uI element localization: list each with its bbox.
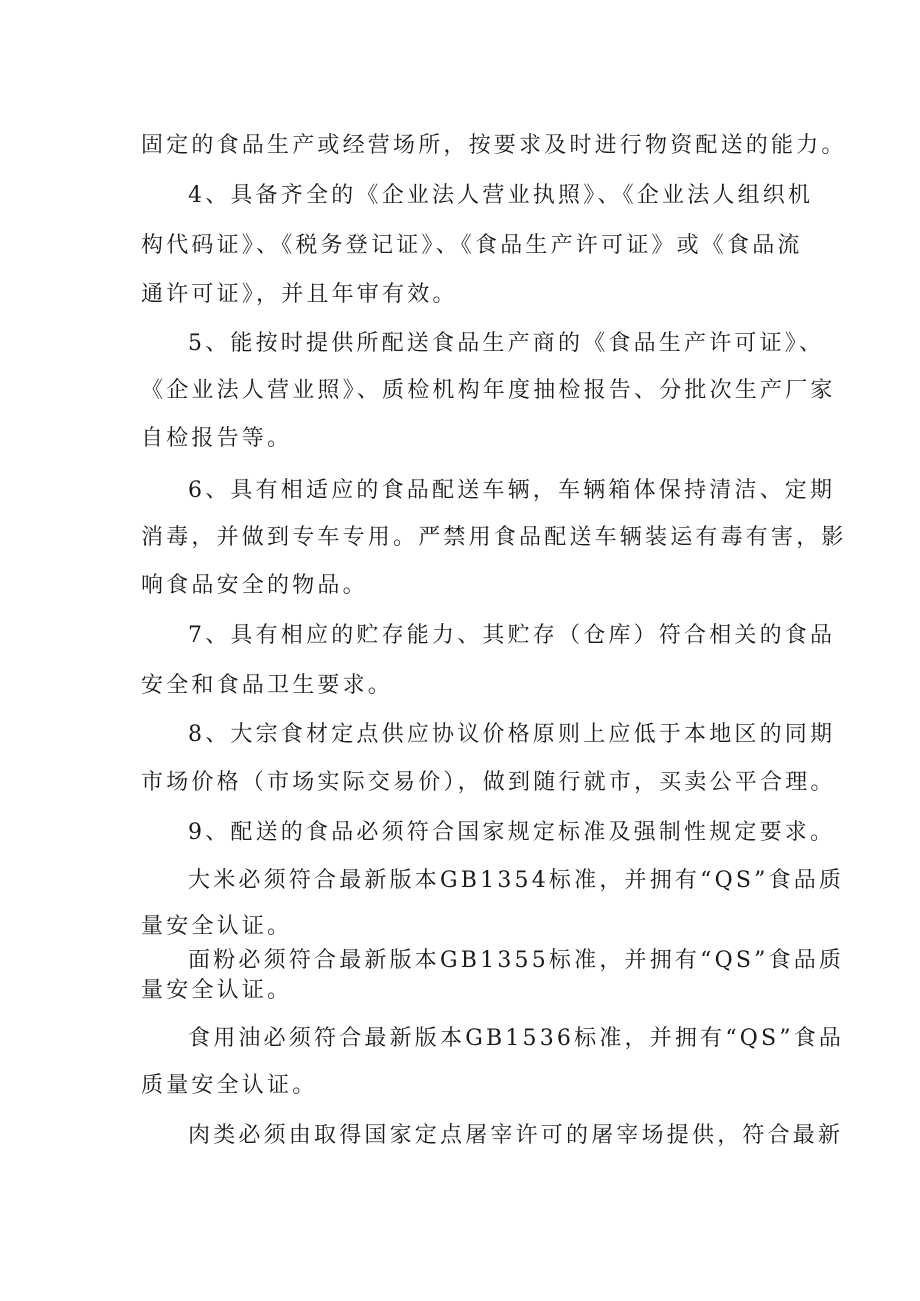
text-line: 面粉必须符合最新版本GB1355标准，并拥有“QS”食品质	[188, 948, 845, 973]
text-line: 4、具备齐全的《企业法人营业执照》、《企业法人组织机	[188, 183, 814, 208]
text-line: 5、能按时提供所配送食品生产商的《食品生产许可证》、	[188, 331, 825, 356]
text-line: 固定的食品生产或经营场所，按要求及时进行物资配送的能力。	[141, 133, 847, 158]
text-line: 消毒，并做到专车专用。严禁用食品配送车辆装运有毒有害，影	[141, 525, 847, 550]
text-line: 响食品安全的物品。	[141, 573, 368, 598]
text-line: 量安全认证。	[141, 914, 293, 939]
text-line: 质量安全认证。	[141, 1073, 318, 1098]
text-line: 市场价格（市场实际交易价），做到随行就市，买卖公平合理。	[141, 770, 836, 795]
text-line: 安全和食品卫生要求。	[141, 673, 394, 698]
text-line: 大米必须符合最新版本GB1354标准，并拥有“QS”食品质	[188, 868, 845, 893]
text-line: 食用油必须符合最新版本GB1536标准，并拥有“QS”食品	[188, 1026, 845, 1051]
text-line: 9、配送的食品必须符合国家规定标准及强制性规定要求。	[188, 820, 836, 845]
text-line: 通许可证》，并且年审有效。	[141, 282, 458, 307]
text-line: 自检报告等。	[141, 426, 293, 451]
text-line: 《企业法人营业照》、质检机构年度抽检报告、分批次生产厂家	[141, 378, 836, 403]
text-line: 肉类必须由取得国家定点屠宰许可的屠宰场提供，符合最新	[188, 1123, 844, 1148]
text-line: 7、具有相应的贮存能力、其贮存（仓库）符合相关的食品	[188, 623, 836, 648]
text-line: 8、大宗食材定点供应协议价格原则上应低于本地区的同期	[188, 722, 836, 747]
text-line: 6、具有相适应的食品配送车辆，车辆箱体保持清洁、定期	[188, 478, 836, 503]
text-line: 构代码证》、《税务登记证》、《食品生产许可证》或《食品流	[141, 233, 803, 258]
text-line: 量安全认证。	[141, 978, 293, 1003]
